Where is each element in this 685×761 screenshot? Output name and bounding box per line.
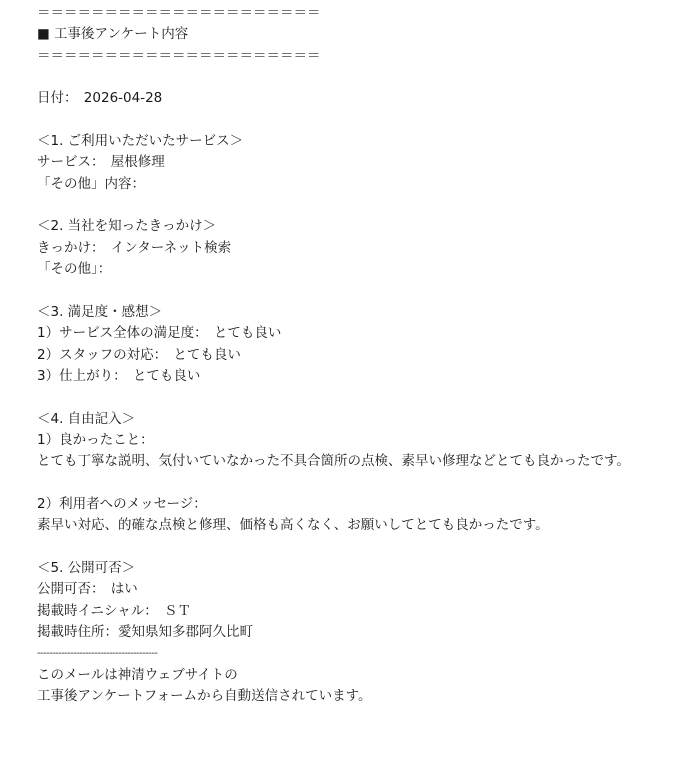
service-other-line: [37, 174, 677, 195]
trigger-other-label: 「その他」：: [37, 261, 112, 278]
initial-line: [37, 601, 677, 622]
address-value: 愛知県知多郡阿久比町: [118, 623, 253, 640]
satisfaction-item: [37, 366, 677, 387]
section4-heading: ＜4. 自由記入＞: [37, 410, 136, 427]
satisfaction-value: とても良い: [132, 367, 201, 384]
date-label: 日付：: [37, 90, 78, 107]
satisfaction-value: とても良い: [213, 325, 282, 342]
trigger-label: きっかけ：: [37, 239, 105, 256]
service-value: 屋根修理: [110, 154, 165, 171]
satisfaction-label: 2）スタッフの対応：: [37, 346, 168, 363]
section2-heading: ＜2. 当社を知ったきっかけ＞: [37, 218, 217, 235]
spacer: [37, 387, 677, 408]
spacer: [37, 537, 677, 558]
spacer: [37, 110, 677, 131]
message-text: 素早い対応、的確な点検と修理、価格も高くなく、お願いしてとても良かったです。: [37, 517, 549, 534]
header-rule-bottom: ＝＝＝＝＝＝＝＝＝＝＝＝＝＝＝＝＝＝＝＝＝: [37, 47, 321, 64]
spacer: [37, 473, 677, 494]
satisfaction-label: 1）サービス全体の満足度：: [37, 325, 208, 342]
header-rule-top: ＝＝＝＝＝＝＝＝＝＝＝＝＝＝＝＝＝＝＝＝＝: [37, 5, 321, 21]
initial-label: 掲載時イニシャル：: [37, 602, 158, 619]
service-other-label: 「その他」内容：: [37, 175, 145, 192]
spacer: [37, 195, 677, 216]
satisfaction-item: [37, 323, 677, 344]
footer-line-1: このメールは神清ウェブサイトの: [37, 666, 238, 683]
address-label: 掲載時住所：: [37, 623, 118, 640]
good-points-label: 1）良かったこと：: [37, 431, 154, 448]
public-line: [37, 579, 677, 600]
message-label: 2）利用者へのメッセージ：: [37, 495, 207, 512]
spacer: [37, 280, 677, 301]
satisfaction-label: 3）仕上がり：: [37, 367, 127, 384]
trigger-line: [37, 238, 677, 259]
satisfaction-item: [37, 345, 677, 366]
public-value: はい: [110, 581, 138, 598]
public-label: 公開可否：: [37, 581, 105, 598]
date-value: 2026-04-28: [83, 90, 163, 107]
service-label: サービス：: [37, 154, 105, 171]
initial-value: ＳＴ: [164, 602, 191, 619]
service-line: [37, 152, 677, 173]
trigger-other-line: [37, 259, 677, 280]
satisfaction-value: とても良い: [173, 346, 241, 363]
spacer: [37, 67, 677, 88]
good-points-text: とても丁寧な説明、気付いていなかった不具合箇所の点検、素早い修理などとても良かったです。: [37, 453, 630, 470]
section5-heading: ＜5. 公開可否＞: [37, 559, 136, 576]
email-body: [37, 3, 677, 707]
survey-title: ■ 工事後アンケート内容: [37, 26, 189, 43]
section3-heading: ＜3. 満足度・感想＞: [37, 303, 163, 320]
trigger-value: インターネット検索: [110, 239, 232, 256]
date-line: [37, 88, 677, 109]
footer-line-2: 工事後アンケートフォームから自動送信されています。: [37, 688, 372, 704]
address-line: [37, 622, 677, 643]
footer-divider: ----------------------------------------: [37, 648, 158, 660]
section1-heading: ＜1. ご利用いただいたサービス＞: [37, 133, 244, 150]
